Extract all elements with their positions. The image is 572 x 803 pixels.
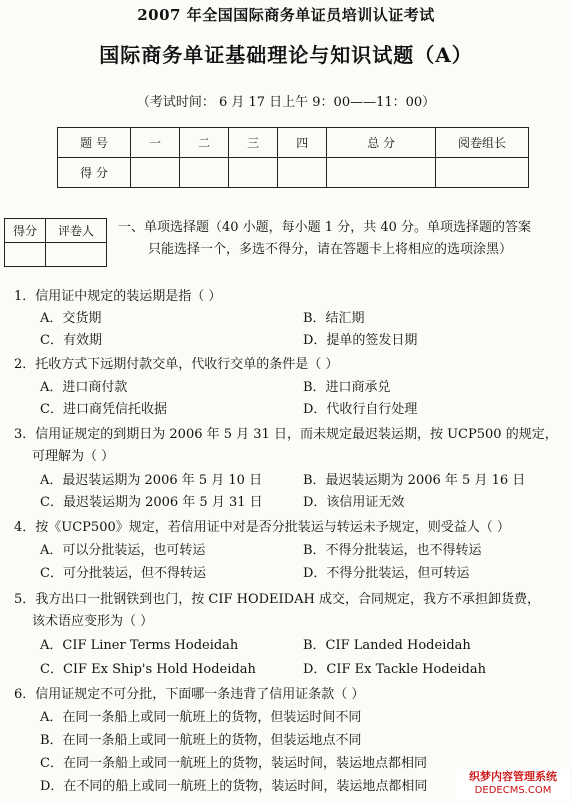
question-5: 5．我方出口一批钢铁到也门，按 CIF HODEIDAH 成交，合同规定，我方不承担卸货费， xyxy=(14,592,540,607)
question-2-option-c: C．进口商凭信托收据 xyxy=(40,402,167,417)
question-1-option-d: D．提单的签发日期 xyxy=(303,333,418,348)
score-header-cell: 一 xyxy=(131,128,180,158)
question-1: 1．信用证中规定的装运期是指（ ） xyxy=(14,289,222,304)
score-cell xyxy=(229,158,278,188)
question-6: 6．信用证规定不可分批，下面哪一条违背了信用证条款（ ） xyxy=(14,687,365,702)
question-6-option-b: B．在同一条船上或同一航班上的货物，但装运地点不同 xyxy=(40,733,362,748)
score-header-cell: 题 号 xyxy=(58,128,131,158)
score-cell xyxy=(278,158,327,188)
question-4: 4．按《UCP500》规定，若信用证中对是否分批装运与转运未予规定，则受益人（ ） xyxy=(14,520,510,535)
score-cell xyxy=(131,158,180,188)
score-table-score-row xyxy=(58,158,529,188)
grader-name-cell xyxy=(46,243,107,267)
question-1-option-a: A．交货期 xyxy=(40,311,102,326)
question-3-option-d: D．该信用证无效 xyxy=(303,495,405,510)
grader-name-label: 评卷人 xyxy=(46,219,107,243)
question-2-option-a: A．进口商付款 xyxy=(40,380,128,395)
question-4-option-b: B．不得分批装运，也不得转运 xyxy=(303,543,482,558)
question-4-option-a: A．可以分批装运，也可转运 xyxy=(40,543,206,558)
watermark-line-1: 织梦内容管理系统 xyxy=(469,770,557,783)
question-1-option-b: B．结汇期 xyxy=(303,311,365,326)
question-5-option-d: D．CIF Ex Tackle Hodeidah xyxy=(303,662,486,677)
score-header-cell: 阅卷组长 xyxy=(436,128,529,158)
question-4-option-c: C．可分批装运，但不得转运 xyxy=(40,566,206,581)
score-cell xyxy=(180,158,229,188)
question-5-option-c: C．CIF Ex Ship's Hold Hodeidah xyxy=(40,662,256,677)
section-line-1: 一、单项选择题（40 小题，每小题 1 分，共 40 分。单项选择题的答案 xyxy=(118,220,532,235)
question-2-option-b: B．进口商承兑 xyxy=(303,380,391,395)
question-3-option-a: A．最迟装运期为 2006 年 5 月 10 日 xyxy=(40,473,263,488)
question-6-option-d: D．在不同的船上或同一航班上的货物，装运时间，装运地点都相同 xyxy=(40,779,428,794)
question-2-option-d: D．代收行自行处理 xyxy=(303,402,418,417)
exam-time: （考试时间： 6 月 17 日上午 9：00——11：00） xyxy=(136,95,436,110)
score-header-cell: 总 分 xyxy=(327,128,436,158)
question-6-option-c: C．在同一条船上或同一航班上的货物，装运时间，装运地点都相同 xyxy=(40,756,427,771)
watermark-logo xyxy=(456,769,570,801)
question-3-option-c: C．最迟装运期为 2006 年 5 月 31 日 xyxy=(40,495,263,510)
question-3-option-b: B．最迟装运期为 2006 年 5 月 16 日 xyxy=(303,473,526,488)
question-6-option-a: A．在同一条船上或同一航班上的货物，但装运时间不同 xyxy=(40,710,362,725)
score-table-header-row xyxy=(58,128,529,158)
question-2: 2．托收方式下远期付款交单，代收行交单的条件是（ ） xyxy=(14,357,339,372)
question-5-cont: 该术语应变形为（ ） xyxy=(32,614,154,629)
question-3-cont: 可理解为（ ） xyxy=(32,449,115,464)
question-5-option-b: B．CIF Landed Hodeidah xyxy=(303,638,471,653)
paper-title: 国际商务单证基础理论与知识试题（A） xyxy=(99,43,473,67)
watermark-line-2: DEDECMS.COM xyxy=(474,785,552,796)
question-5-option-a: A．CIF Liner Terms Hodeidah xyxy=(40,638,239,653)
score-header-cell: 三 xyxy=(229,128,278,158)
question-1-option-c: C．有效期 xyxy=(40,333,102,348)
exam-name: 2007 年全国国际商务单证员培训认证考试 xyxy=(137,6,435,24)
score-cell xyxy=(327,158,436,188)
grader-score-label: 得分 xyxy=(5,219,46,243)
question-4-option-d: D．不得分批装运，但可转运 xyxy=(303,566,470,581)
grader-score-cell xyxy=(5,243,46,267)
grader-box xyxy=(4,218,107,267)
question-3: 3．信用证规定的到期日为 2006 年 5 月 31 日，而未规定最迟装运期，按 UCP500 的规定， xyxy=(14,427,558,442)
score-cell xyxy=(436,158,529,188)
score-header-cell: 四 xyxy=(278,128,327,158)
section-instructions xyxy=(118,217,568,261)
score-header-cell: 二 xyxy=(180,128,229,158)
section-line-2: 只能选择一个，多选不得分，请在答题卡上将相应的选项涂黑） xyxy=(148,242,513,257)
score-table xyxy=(57,127,529,188)
score-row-label: 得 分 xyxy=(58,158,131,188)
